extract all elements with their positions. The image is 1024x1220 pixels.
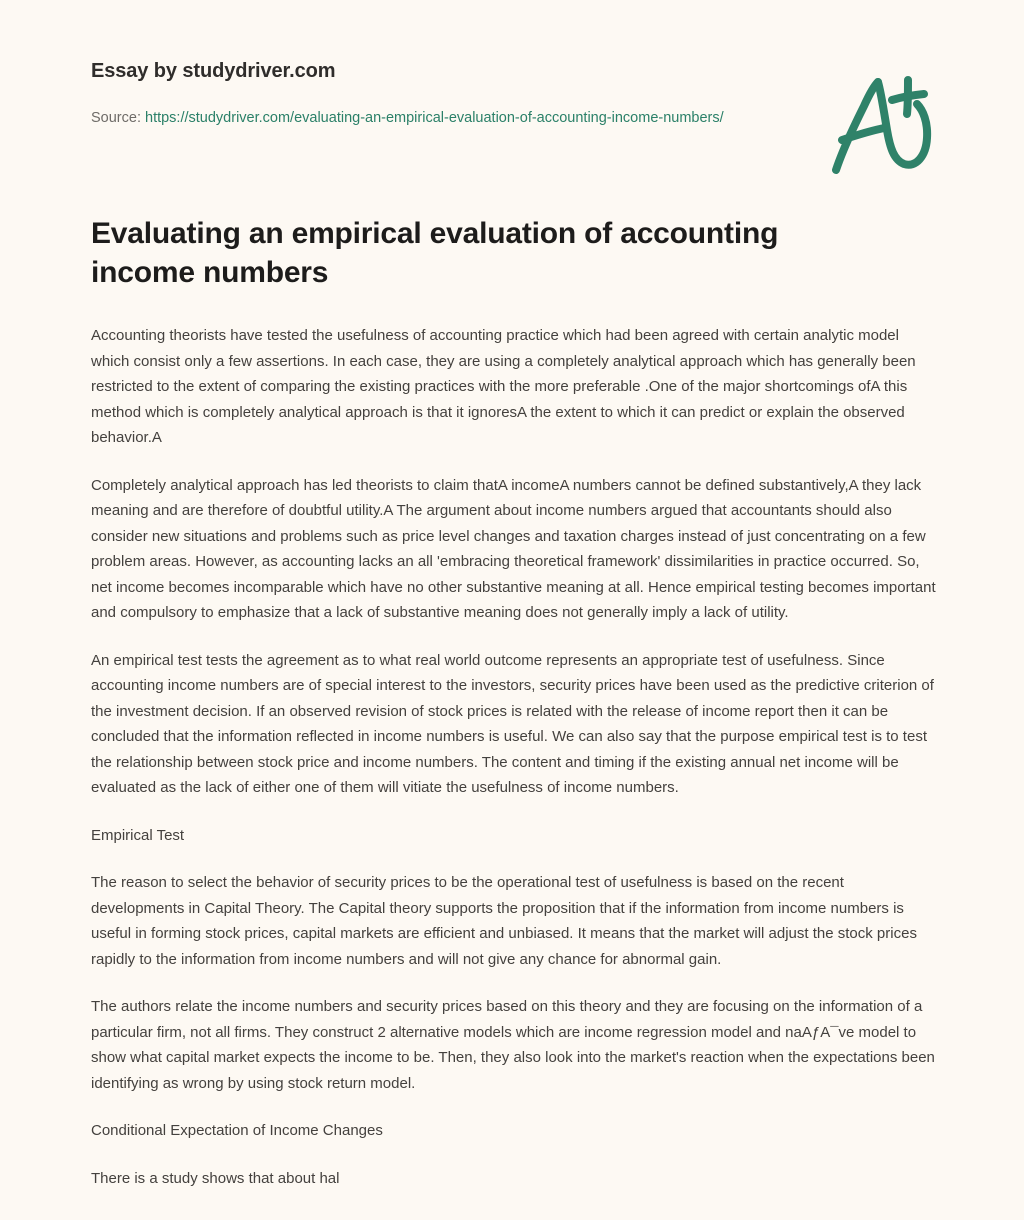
source-url-link[interactable]: https://studydriver.com/evaluating-an-empirical-evaluation-of-accounting-income-numbers/ xyxy=(145,110,724,126)
body-paragraph: The authors relate the income numbers and security prices based on this theory and they are focusing on the information of a particular firm, not all firms. They construct 2 alternative models which are income regression model and naAƒA¯ve model to show what capital market expects the income to be. Then, they also look into the market's reaction when the expectations been identifying as wrong by using stock return model. xyxy=(91,998,935,1092)
page-title: Evaluating an empirical evaluation of accounting income numbers xyxy=(91,217,779,289)
source-line xyxy=(91,106,751,130)
body-paragraph: Completely analytical approach has led theorists to claim thatA incomeA numbers cannot be defined substantively,A they lack meaning and are therefore of doubtful utility.A The argument about income numbers argued that accountants should also consider new situations and problems such as price level changes and taxation charges instead of just concentrating on a few problem areas. However, as accounting lacks an all 'embracing theoretical framework' dissimilarities in practice occurred. So, net income becomes incomparable which have no other substantive meaning at all. Hence empirical testing becomes important and compulsory to emphasize that a lack of substantive meaning does not generally imply a lack of utility. xyxy=(91,476,936,621)
a-plus-logo-icon xyxy=(824,68,944,180)
body-paragraph: An empirical test tests the agreement as to what real world outcome represents an appropriate test of usefulness. Since accounting income numbers are of special interest to the investors, security prices have been used as the predictive criterion of the investment decision. If an observed revision of stock prices is related with the release of income report then it can be concluded that the information reflected in income numbers is useful. We can also say that the purpose empirical test is to test the relationship between stock price and income numbers. The content and timing if the existing annual net income will be evaluated as the lack of either one of them will vitiate the usefulness of income numbers. xyxy=(91,651,934,796)
body-paragraph: There is a study shows that about hal xyxy=(91,1169,340,1187)
source-label: Source: xyxy=(91,110,145,126)
essay-body xyxy=(0,292,1024,1191)
section-subheading: Empirical Test xyxy=(91,826,185,844)
essay-by-heading: Essay by studydriver.com xyxy=(91,60,336,82)
body-paragraph: Accounting theorists have tested the usefulness of accounting practice which had been agreed with certain analytic model which consist only a few assertions. In each case, they are using a completely analytical approach which has generally been restricted to the extent of comparing the existing practices with the more preferable .One of the major shortcomings ofA this method which is completely analytical approach is that it ignoresA the extent to which it can predict or explain the observed behavior.A xyxy=(91,327,916,446)
body-paragraph: The reason to select the behavior of security prices to be the operational test of usefulness is based on the recent developments in Capital Theory. The Capital theory supports the proposition that if the information from income numbers is useful in forming stock prices, capital markets are efficient and unbiased. It means that the market will adjust the stock prices rapidly to the information from income numbers and will not give any chance for abnormal gain. xyxy=(91,874,917,968)
page-header xyxy=(0,0,1024,130)
section-subheading: Conditional Expectation of Income Changes xyxy=(91,1122,383,1139)
